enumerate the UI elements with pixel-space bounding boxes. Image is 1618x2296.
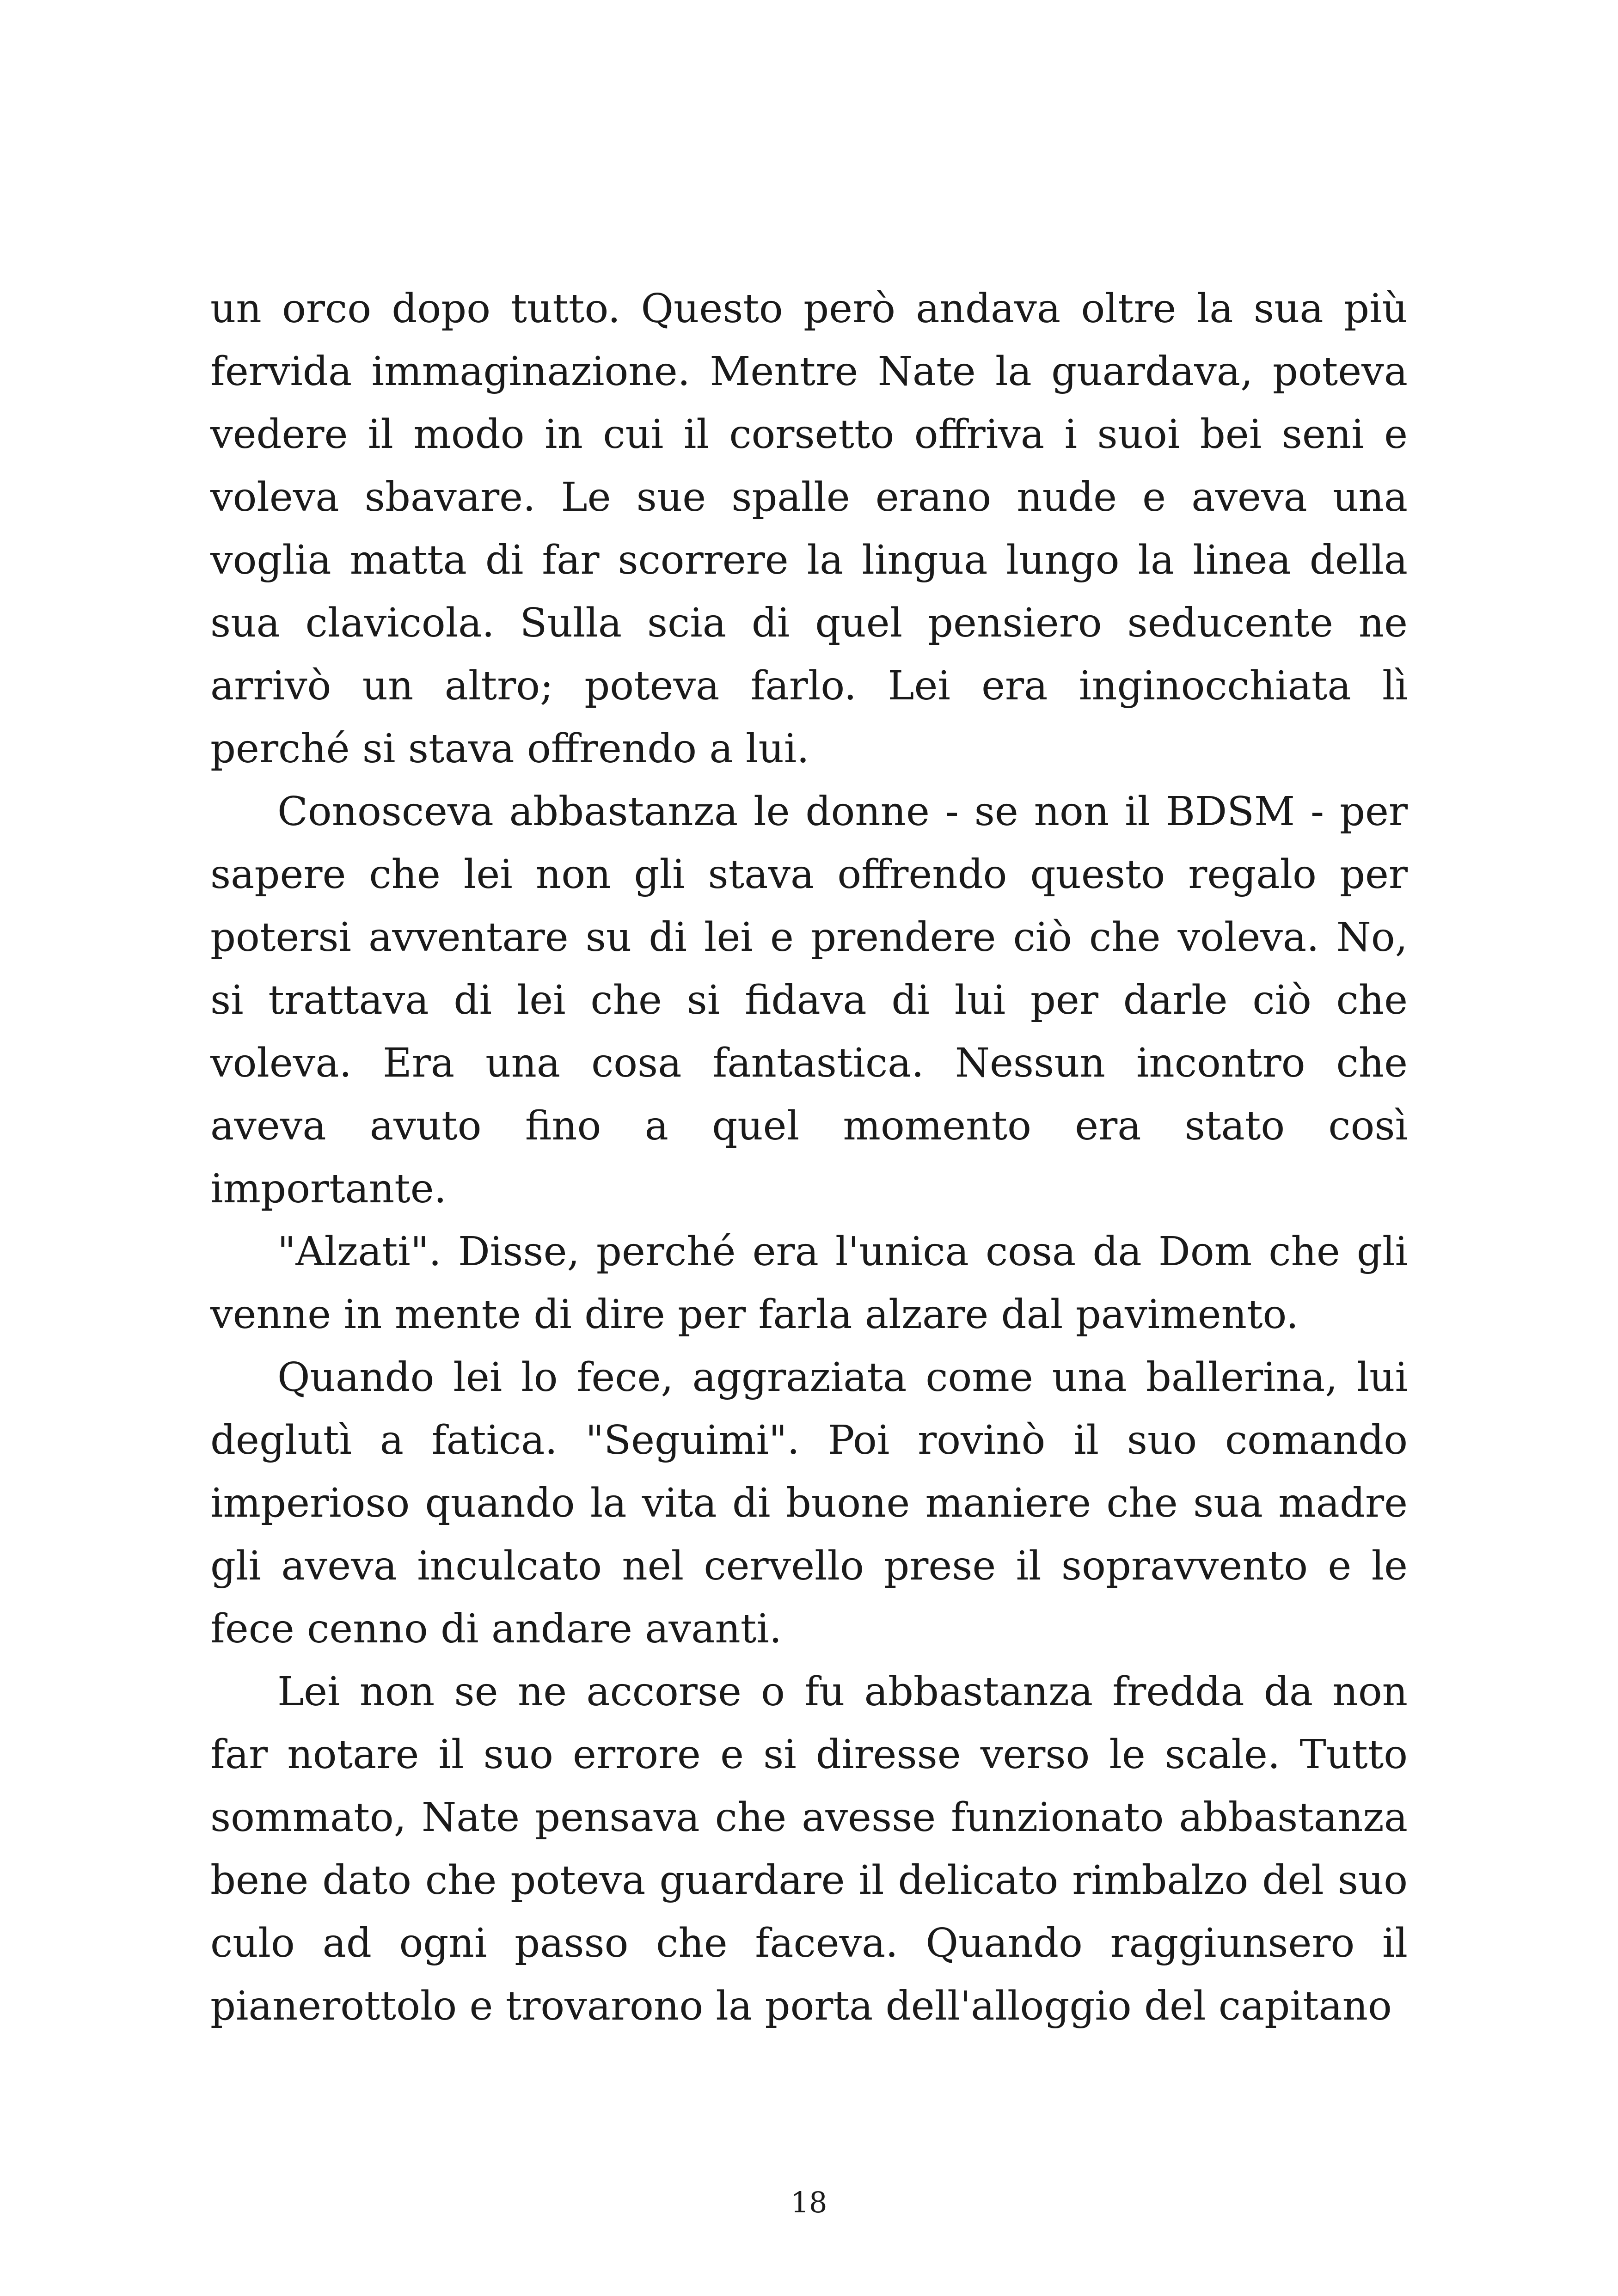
body-text [210, 277, 1408, 2038]
paragraph: Conosceva abbastanza le donne - se non il BDSM - per sapere che lei non gli stava offrendo questo regalo per potersi avventare su di lei e prendere ciò che voleva. No, si trattava di lei che si fidava di lui per darle ciò che voleva. Era una cosa fantastica. Nessun incontro che aveva avuto fino a quel momento era stato così importante. [210, 789, 1408, 1212]
paragraph: "Alzati". Disse, perché era l'unica cosa da Dom che gli venne in mente di dire per farla alzare dal pavimento. [210, 1229, 1408, 1338]
paragraph-continuation: un orco dopo tutto. Questo però andava oltre la sua più fervida immaginazione. Mentre Nate la guardava, poteva vedere il modo in cui il corsetto offriva i suoi bei seni e voleva sbavare. Le sue spalle erano nude e aveva una voglia matta di far scorrere la lingua lungo la linea della sua clavicola. Sulla scia di quel pensiero seducente ne arrivò un altro; poteva farlo. Lei era inginocchiata lì perché si stava offrendo a lui. [210, 286, 1408, 772]
paragraph: Lei non se ne accorse o fu abbastanza fredda da non far notare il suo errore e si diresse verso le scale. Tutto sommato, Nate pensava che avesse funzionato abbastanza bene dato che poteva guardare il delicato rimbalzo del suo culo ad ogni passo che faceva. Quando raggiunsero il pianerottolo e trovarono la porta dell'alloggio del capitano [210, 1669, 1408, 2029]
paragraph: Quando lei lo fece, aggraziata come una ballerina, lui deglutì a fatica. "Seguimi". Poi rovinò il suo comando imperioso quando la vita di buone maniere che sua madre gli aveva inculcato nel cervello prese il sopravvento e le fece cenno di andare avanti. [210, 1354, 1408, 1652]
page-number: 18 [791, 2186, 827, 2219]
